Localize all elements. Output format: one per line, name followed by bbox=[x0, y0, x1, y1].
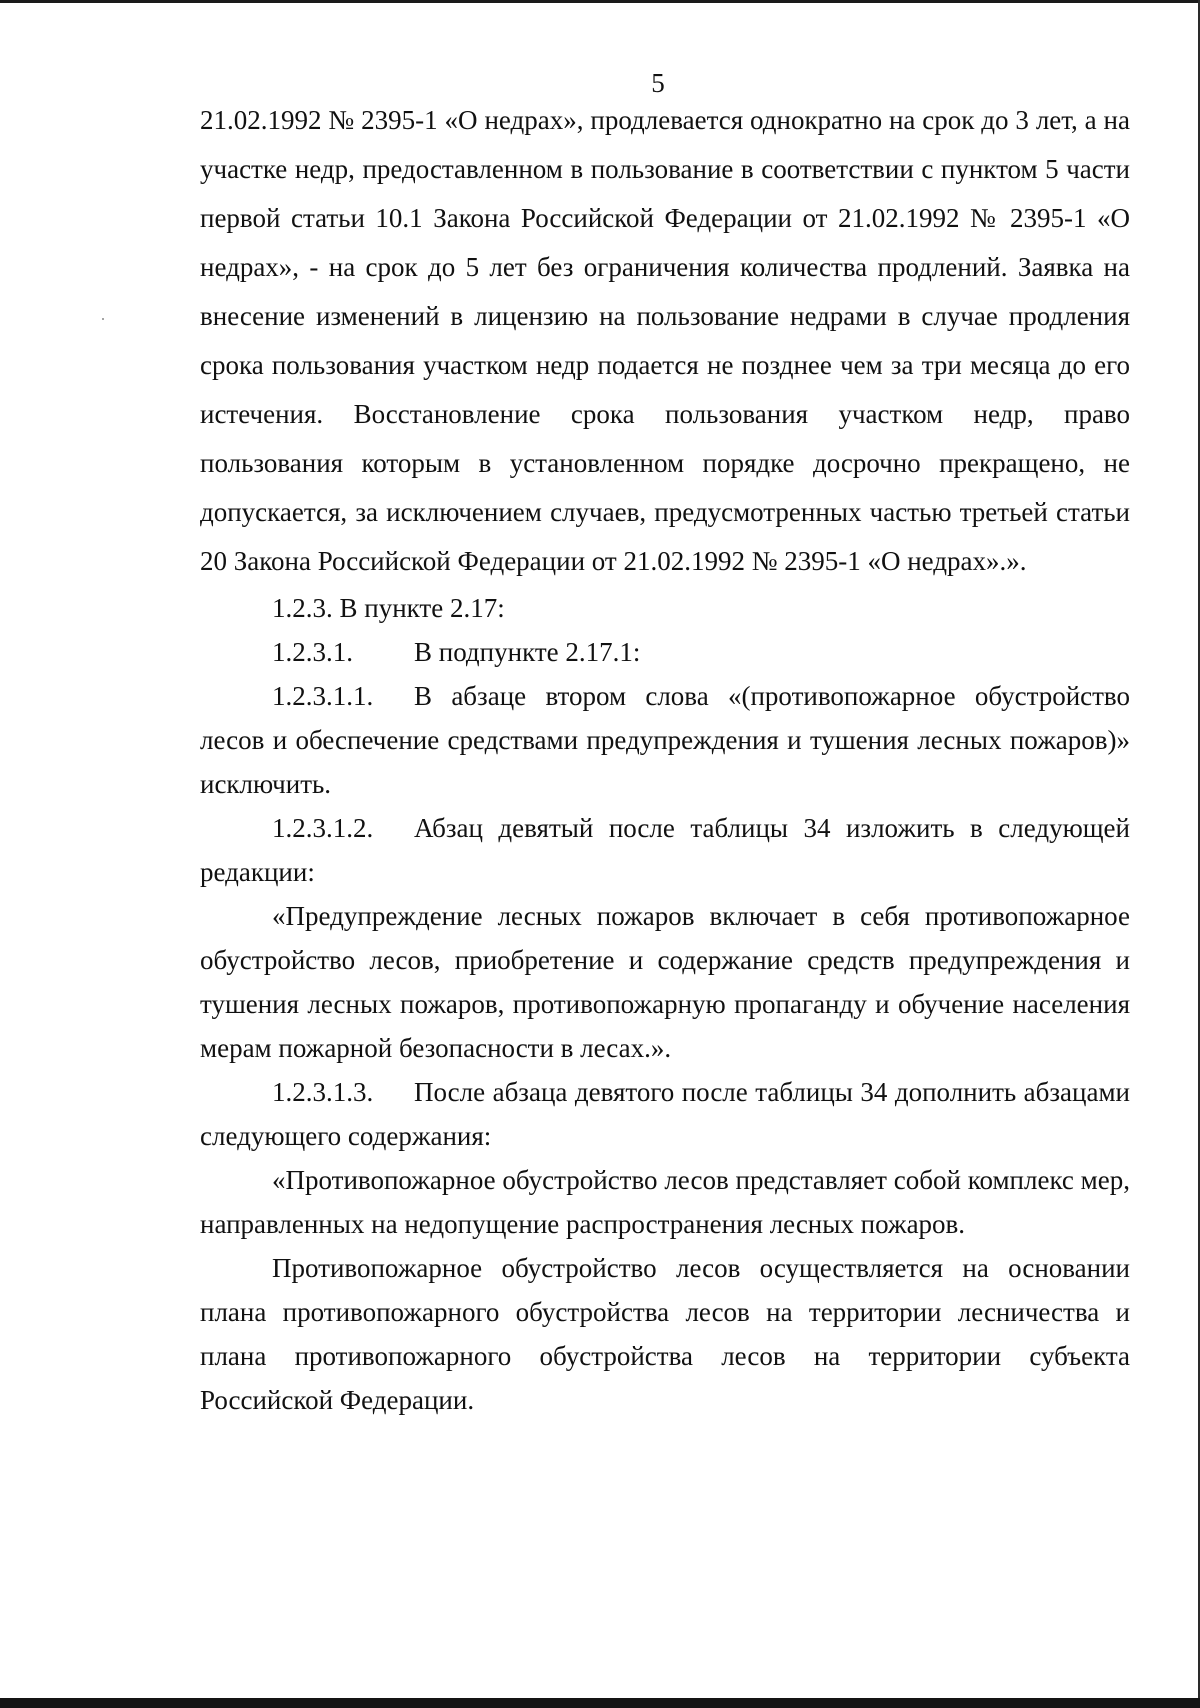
paragraph-item-1-2-3-1-2 bbox=[200, 806, 1130, 894]
paragraph-quote-prevention: «Предупреждение лесных пожаров включает в себя противопожарное обустройство лесов, приобретение и содержание средств предупреждения и тушения лесных пожаров, противопожарную пропаганду и обучение населения мерам пожарной безопасности в лесах.». bbox=[200, 901, 1130, 1063]
paragraph-item-1-2-3-1 bbox=[200, 630, 1130, 674]
item-text: После абзаца девятого после таблицы 34 дополнить абзацами следующего содержания: bbox=[200, 1077, 1130, 1151]
paragraph-arrangement-basis: Противопожарное обустройство лесов осуществляется на основании плана противопожарного обустройства лесов на территории лесничества и плана противопожарного обустройства лесов на территории субъекта Российской Федерации. bbox=[200, 1253, 1130, 1415]
paragraph-continuation: 21.02.1992 № 2395-1 «О недрах», продлевается однократно на срок до 3 лет, а на участке недр, предоставленном в пользование в соответствии с пунктом 5 части первой статьи 10.1 Закона Российской Федерации от 21.02.1992 № 2395-1 «О недрах», - на срок до 5 лет без ограничения количества продлений. Заявка на внесение изменений в лицензию на пользование недрами в случае продления срока пользования участком недр подается не позднее чем за три месяца до его истечения. Восстановление срока пользования участком недр, право пользования которым в установленном порядке досрочно прекращено, не допускается, за исключением случаев, предусмотренных частью третьей статьи 20 Закона Российской Федерации от 21.02.1992 № 2395-1 «О недрах».». bbox=[200, 105, 1130, 576]
item-number: 1.2.3.1. bbox=[272, 637, 353, 667]
item-text: В подпункте 2.17.1: bbox=[414, 637, 641, 667]
scan-edge-bottom bbox=[0, 1698, 1200, 1708]
paragraph-quote-arrangement: «Противопожарное обустройство лесов представляет собой комплекс мер, направленных на недопущение распространения лесных пожаров. bbox=[200, 1165, 1130, 1239]
item-text: В абзаце втором слова «(противопожарное обустройство лесов и обеспечение средствами предупреждения и тушения лесных пожаров)» исключить. bbox=[200, 681, 1130, 799]
paragraph-item-1-2-3-1-3 bbox=[200, 1070, 1130, 1158]
page-number: 5 bbox=[651, 68, 665, 98]
paragraph-item-1-2-3-1-1 bbox=[200, 674, 1130, 806]
scan-edge-top bbox=[0, 0, 1200, 3]
item-number: 1.2.3.1.3. bbox=[272, 1077, 374, 1107]
paragraph-item-1-2-3: 1.2.3. В пункте 2.17: bbox=[272, 593, 505, 623]
item-number: 1.2.3.1.2. bbox=[272, 813, 374, 843]
document-body bbox=[200, 96, 1130, 1422]
scan-speck bbox=[102, 318, 104, 320]
item-text: Абзац девятый после таблицы 34 изложить в следующей редакции: bbox=[200, 813, 1130, 887]
item-number: 1.2.3.1.1. bbox=[272, 681, 374, 711]
